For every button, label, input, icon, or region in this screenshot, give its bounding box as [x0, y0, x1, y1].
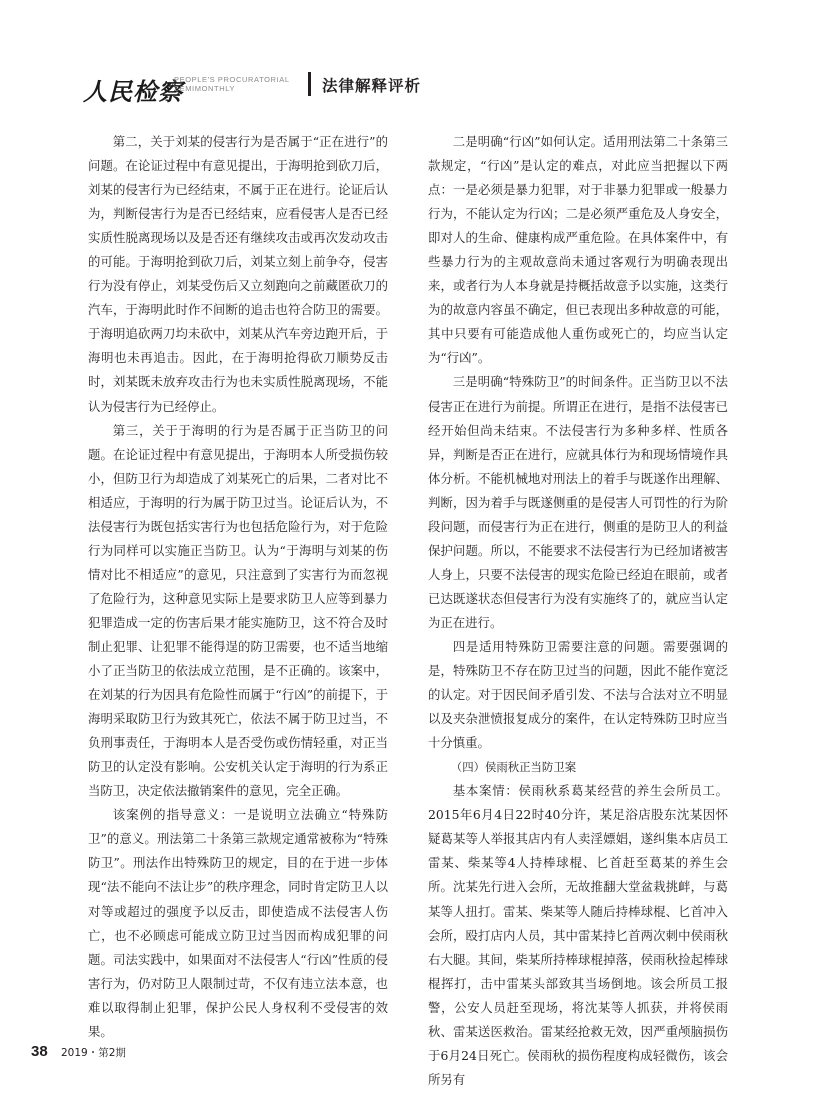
page-header: [0, 0, 816, 110]
paragraph: 第二，关于刘某的侵害行为是否属于“正在进行”的问题。在论证过程中有意见提出，于海明抢到砍刀后，刘某的侵害行为已经结束，不属于正在进行。论证后认为，判断侵害行为是否已经结束，应看侵害人是否已经实质性脱离现场以及是否还有继续攻击或再次发动攻击的可能。于海明抢到砍刀后，刘某立刻上前争夺，侵害行为没有停止，刘某受伤后又立刻跑向之前藏匿砍刀的汽车，于海明此时作不间断的追击也符合防卫的需要。于海明追砍两刀均未砍中，刘某从汽车旁边跑开后，于海明也未再追击。因此，在于海明抢得砍刀顺势反击时，刘某既未放弃攻击行为也未实质性脱离现场，不能认为侵害行为已经停止。: [88, 134, 388, 414]
paragraph: 第三，关于于海明的行为是否属于正当防卫的问题。在论证过程中有意见提出，于海明本人所受损伤较小，但防卫行为却造成了刘某死亡的后果，二者对比不相适应，于海明的行为属于防卫过当。论证后认为，不法侵害行为既包括实害行为也包括危险行为，对于危险行为同样可以实施正当防卫。认为“于海明与刘某的伤情对比不相适应”的意见，只注意到了实害行为而忽视了危险行为，这种意见实际上是要求防卫人应等到暴力犯罪造成一定的伤害后果才能实施防卫，这不符合及时制止犯罪、让犯罪不能得逞的防卫需要，也不适当地缩小了正当防卫的依法成立范围，是不正确的。该案中，在刘某的行为因具有危险性而属于“行凶”的前提下，于海明采取防卫行为致其死亡，依法不属于防卫过当，不负刑事责任，于海明本人是否受伤或伤情轻重，对正当防卫的认定没有影响。公安机关认定于海明的行为系正当防卫，决定依法撤销案件的意见，完全正确。: [88, 422, 388, 799]
journal-logo: 人民检察: [83, 77, 183, 106]
right-column: [428, 130, 728, 1092]
issue-label: 2019・第2期: [61, 1047, 126, 1059]
paragraph: 四是适用特殊防卫需要注意的问题。需要强调的是，特殊防卫不存在防卫过当的问题，因此不能作宽泛的认定。对于因民间矛盾引发、不法与合法对立不明显以及夹杂泄愤报复成分的案件，在认定特殊防卫时应当十分慎重。: [428, 638, 728, 751]
section-title: 法律解释评析: [322, 77, 422, 95]
page-number: 38: [31, 1043, 48, 1060]
paragraph: 基本案情：侯雨秋系葛某经营的养生会所员工。2015年6月4日22时40分许，某足浴店股东沈某因怀疑葛某等人举报其店内有人卖淫嫖娼，遂纠集本店员工雷某、柴某等4人持棒球棍、匕首赶至葛某的养生会所。沈某先行进入会所，无故推翻大堂盆栽挑衅，与葛某等人扭打。雷某、柴某等人随后持棒球棍、匕首冲入会所，殴打店内人员，其中雷某持匕首两次刺中侯雨秋右大腿。其间，柴某所持棒球棍掉落，侯雨秋捡起棒球棍挥打，击中雷某头部致其当场倒地。该会所员工报警，公安人员赶至现场，将沈某等人抓获，并将侯雨秋、雷某送医救治。雷某经抢救无效，因严重颅脑损伤于6月24日死亡。侯雨秋的损伤程度构成轻微伤，该会所另有: [428, 783, 728, 1087]
paragraph: 三是明确“特殊防卫”的时间条件。正当防卫以不法侵害正在进行为前提。所谓正在进行，是指不法侵害已经开始但尚未结束。不法侵害行为多种多样、性质各异，判断是否正在进行，应就具体行为和现场情境作具体分析。不能机械地对刑法上的着手与既遂作出理解、判断，因为着手与既遂侧重的是侵害人可罚性的行为阶段问题，而侵害行为正在进行，侧重的是防卫人的利益保护问题。所以，不能要求不法侵害行为已经加诸被害人身上，只要不法侵害的现实危险已经迫在眼前，或者已达既遂状态但侵害行为没有实施终了的，就应当认定为正在进行。: [428, 374, 728, 630]
paragraph: 该案例的指导意义：一是说明立法确立“特殊防卫”的意义。刑法第二十条第三款规定通常被称为“特殊防卫”。刑法作出特殊防卫的规定，目的在于进一步体现“法不能向不法让步”的秩序理念，同时肯定防卫人以对等或超过的强度予以反击，即使造成不法侵害人伤亡，也不必顾虑可能成立防卫过当因而构成犯罪的问题。司法实践中，如果面对不法侵害人“行凶”性质的侵害行为，仍对防卫人限制过苛，不仅有违立法本意，也难以取得制止犯罪，保护公民人身权利不受侵害的效果。: [88, 807, 388, 1039]
left-column: [88, 130, 388, 1044]
section-divider-bar: [308, 72, 311, 96]
logo-english-line2: SEMIMONTHLY: [174, 84, 236, 93]
journal-logo-english: [174, 75, 290, 93]
logo-english-line1: PEOPLE'S PROCURATORIAL: [174, 75, 290, 84]
paragraph: 二是明确“行凶”如何认定。适用刑法第二十条第三款规定，“行凶”是认定的难点，对此应当把握以下两点：一是必须是暴力犯罪，对于非暴力犯罪或一般暴力行为，不能认定为行凶；二是必须严重危及人身安全，即对人的生命、健康构成严重危险。在具体案件中，有些暴力行为的主观故意尚未通过客观行为明确表现出来，或者行为人本身就是持概括故意予以实施，这类行为的故意内容虽不确定，但已表现出多种故意的可能，其中只要有可能造成他人重伤或死亡的，均应当认定为“行凶”。: [428, 134, 728, 366]
case-subheading: （四）侯雨秋正当防卫案: [450, 760, 577, 775]
